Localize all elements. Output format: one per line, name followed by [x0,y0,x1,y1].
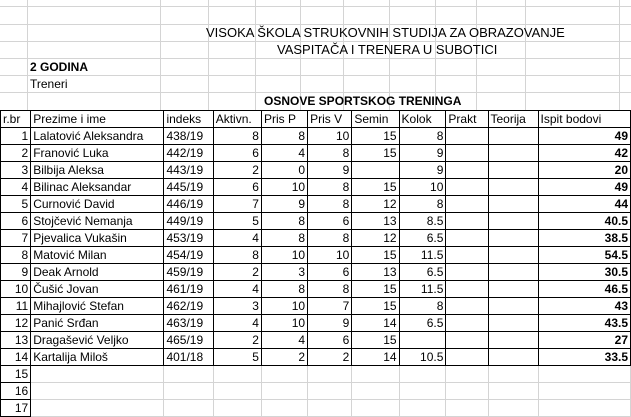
aktivnost-cell[interactable]: 2 [213,332,261,349]
empty-cell[interactable] [488,383,538,400]
pris-v-cell[interactable]: 8 [308,230,352,247]
empty-cell[interactable] [352,383,399,400]
pris-v-cell[interactable]: 8 [308,281,352,298]
aktivnost-cell[interactable]: 3 [213,298,261,315]
table-row [1,196,631,213]
index-number[interactable]: 461/19 [164,281,213,298]
header-row [1,111,631,128]
seminar-cell[interactable]: 15 [352,298,399,315]
row-number[interactable]: 17 [1,400,31,417]
aktivnost-cell[interactable]: 5 [213,213,261,230]
kolokvijum-cell[interactable]: 10 [399,179,446,196]
pris-v-cell[interactable]: 6 [308,332,352,349]
pris-v-cell[interactable]: 2 [308,349,352,366]
index-number[interactable]: 443/19 [164,162,213,179]
empty-cell[interactable] [446,366,488,383]
kolokvijum-cell[interactable]: 8 [399,298,446,315]
index-number[interactable]: 449/19 [164,213,213,230]
seminar-cell[interactable]: 14 [352,349,399,366]
table-row [1,179,631,196]
aktivnost-cell[interactable]: 8 [213,128,261,145]
index-number[interactable]: 463/19 [164,315,213,332]
table-row [1,281,631,298]
kolokvijum-cell[interactable]: 6.5 [399,230,446,247]
ispit-bodovi-cell[interactable]: 43 [538,298,630,315]
ispit-bodovi-cell[interactable]: 46.5 [538,281,630,298]
pris-v-cell[interactable]: 7 [308,298,352,315]
student-name[interactable]: Panić Srđan [31,315,164,332]
seminar-cell[interactable]: 15 [352,281,399,298]
empty-cell[interactable] [488,400,538,417]
aktivnost-cell[interactable]: 7 [213,196,261,213]
table-row [1,230,631,247]
ispit-bodovi-cell[interactable]: 49 [538,128,630,145]
pris-p-cell[interactable]: 10 [261,179,307,196]
student-name[interactable]: Stojčević Nemanja [31,213,164,230]
table-row [1,247,631,264]
praksa-cell[interactable] [446,281,488,298]
table-row [1,162,631,179]
aktivnost-cell[interactable]: 8 [213,247,261,264]
student-name[interactable]: Bilinac Aleksandar [31,179,164,196]
kolokvijum-cell[interactable]: 8 [399,196,446,213]
praksa-cell[interactable] [446,264,488,281]
col-header-pris-v[interactable]: Pris V [308,111,352,128]
row-number[interactable]: 3 [1,162,31,179]
empty-cell[interactable] [352,400,399,417]
row-number[interactable]: 4 [1,179,31,196]
pris-p-cell[interactable]: 8 [261,230,307,247]
student-name[interactable]: Dragašević Veljko [31,332,164,349]
index-number[interactable]: 438/19 [164,128,213,145]
seminar-cell[interactable]: 15 [352,128,399,145]
row-number[interactable]: 15 [1,366,31,383]
praksa-cell[interactable] [446,332,488,349]
pris-p-cell[interactable]: 3 [261,264,307,281]
kolokvijum-cell[interactable]: 6.5 [399,315,446,332]
student-name[interactable]: Franović Luka [31,145,164,162]
kolokvijum-cell[interactable]: 11.5 [399,281,446,298]
row-number[interactable]: 12 [1,315,31,332]
aktivnost-cell[interactable]: 6 [213,145,261,162]
table-row [1,264,631,281]
seminar-cell[interactable]: 14 [352,315,399,332]
ispit-bodovi-cell[interactable]: 40.5 [538,213,630,230]
row-number[interactable]: 7 [1,230,31,247]
pris-v-cell[interactable]: 9 [308,315,352,332]
student-name[interactable]: Curnović David [31,196,164,213]
aktivnost-cell[interactable]: 4 [213,315,261,332]
pris-p-cell[interactable]: 8 [261,213,307,230]
ispit-bodovi-cell[interactable]: 27 [538,332,630,349]
school-title-line2: VASPITAČA I TRENERA U SUBOTICI [277,42,498,57]
empty-cell[interactable] [261,366,307,383]
table-row [1,213,631,230]
pris-p-cell[interactable]: 4 [261,145,307,162]
row-number[interactable]: 8 [1,247,31,264]
col-header-rbr[interactable]: r.br [1,111,31,128]
empty-cell[interactable] [308,366,352,383]
teorija-cell[interactable] [488,213,538,230]
teorija-cell[interactable] [488,145,538,162]
pris-v-cell[interactable]: 10 [308,247,352,264]
pris-p-cell[interactable]: 10 [261,315,307,332]
row-number[interactable]: 11 [1,298,31,315]
table-row [1,128,631,145]
pris-p-cell[interactable]: 10 [261,298,307,315]
aktivnost-cell[interactable]: 5 [213,349,261,366]
teorija-cell[interactable] [488,281,538,298]
row-number[interactable]: 2 [1,145,31,162]
col-header-teorija[interactable]: Teorija [488,111,538,128]
index-number[interactable]: 401/18 [164,349,213,366]
empty-cell[interactable] [213,366,261,383]
praksa-cell[interactable] [446,230,488,247]
praksa-cell[interactable] [446,315,488,332]
empty-cell[interactable] [31,366,164,383]
teorija-cell[interactable] [488,196,538,213]
empty-cell[interactable] [488,366,538,383]
seminar-cell[interactable]: 15 [352,145,399,162]
empty-cell[interactable] [399,383,446,400]
teorija-cell[interactable] [488,179,538,196]
table-row [1,332,631,349]
table-row [1,145,631,162]
ispit-bodovi-cell[interactable]: 54.5 [538,247,630,264]
pris-p-cell[interactable]: 2 [261,349,307,366]
student-name[interactable]: Mihajlović Stefan [31,298,164,315]
empty-cell[interactable] [164,366,213,383]
index-number[interactable]: 459/19 [164,264,213,281]
pris-v-cell[interactable]: 9 [308,162,352,179]
kolokvijum-cell[interactable]: 9 [399,162,446,179]
pris-v-cell[interactable]: 10 [308,128,352,145]
ispit-bodovi-cell[interactable]: 49 [538,179,630,196]
pris-p-cell[interactable]: 10 [261,247,307,264]
praksa-cell[interactable] [446,162,488,179]
kolokvijum-cell[interactable]: 8.5 [399,213,446,230]
row-number[interactable]: 9 [1,264,31,281]
grades-table [0,110,631,417]
pris-p-cell[interactable]: 4 [261,332,307,349]
index-number[interactable]: 446/19 [164,196,213,213]
empty-cell[interactable] [399,366,446,383]
praksa-cell[interactable] [446,247,488,264]
ispit-bodovi-cell[interactable]: 30.5 [538,264,630,281]
praksa-cell[interactable] [446,145,488,162]
empty-cell[interactable] [261,400,307,417]
subject-title: OSNOVE SPORTSKOG TRENINGA [264,94,462,108]
kolokvijum-cell[interactable]: 11.5 [399,247,446,264]
empty-row [1,400,631,417]
empty-cell[interactable] [308,383,352,400]
col-header-indeks[interactable]: indeks [164,111,213,128]
praksa-cell[interactable] [446,196,488,213]
seminar-cell[interactable]: 15 [352,179,399,196]
empty-cell[interactable] [31,400,164,417]
empty-cell[interactable] [164,383,213,400]
empty-cell[interactable] [538,400,630,417]
school-title-line1: VISOKA ŠKOLA STRUKOVNIH STUDIJA ZA OBRAZOVANJE [206,25,565,40]
ispit-bodovi-cell[interactable]: 38.5 [538,230,630,247]
pris-p-cell[interactable]: 8 [261,128,307,145]
kolokvijum-cell[interactable]: 8 [399,128,446,145]
teorija-cell[interactable] [488,315,538,332]
aktivnost-cell[interactable]: 4 [213,230,261,247]
empty-cell[interactable] [164,400,213,417]
index-number[interactable]: 453/19 [164,230,213,247]
praksa-cell[interactable] [446,298,488,315]
seminar-cell[interactable]: 15 [352,247,399,264]
aktivnost-cell[interactable]: 2 [213,162,261,179]
seminar-cell[interactable]: 12 [352,196,399,213]
ispit-bodovi-cell[interactable]: 42 [538,145,630,162]
col-header-pris-p[interactable]: Pris P [261,111,307,128]
empty-cell[interactable] [446,400,488,417]
student-name[interactable]: Čušić Jovan [31,281,164,298]
row-number[interactable]: 5 [1,196,31,213]
teorija-cell[interactable] [488,349,538,366]
student-name[interactable]: Lalatović Aleksandra [31,128,164,145]
empty-cell[interactable] [308,400,352,417]
pris-p-cell[interactable]: 8 [261,281,307,298]
teorija-cell[interactable] [488,298,538,315]
row-number[interactable]: 13 [1,332,31,349]
praksa-cell[interactable] [446,128,488,145]
empty-cell[interactable] [538,366,630,383]
table-row [1,298,631,315]
teorija-cell[interactable] [488,128,538,145]
pris-v-cell[interactable]: 6 [308,213,352,230]
student-name[interactable]: Kartalija Miloš [31,349,164,366]
seminar-cell[interactable]: 15 [352,332,399,349]
pris-v-cell[interactable]: 8 [308,145,352,162]
table-row [1,315,631,332]
aktivnost-cell[interactable]: 6 [213,179,261,196]
student-name[interactable]: Matović Milan [31,247,164,264]
row-number[interactable]: 14 [1,349,31,366]
ispit-bodovi-cell[interactable]: 33.5 [538,349,630,366]
kolokvijum-cell[interactable] [399,332,446,349]
aktivnost-cell[interactable]: 2 [213,264,261,281]
seminar-cell[interactable] [352,162,399,179]
empty-cell[interactable] [213,400,261,417]
table-row [1,349,631,366]
col-header-kolok[interactable]: Kolok [399,111,446,128]
pris-p-cell[interactable]: 9 [261,196,307,213]
col-header-semin[interactable]: Semin [352,111,399,128]
pris-v-cell[interactable]: 8 [308,196,352,213]
year-label: 2 GODINA [30,60,89,74]
teorija-cell[interactable] [488,247,538,264]
ispit-bodovi-cell[interactable]: 20 [538,162,630,179]
teorija-cell[interactable] [488,264,538,281]
student-name[interactable]: Deak Arnold [31,264,164,281]
student-name[interactable]: Pjevalica Vukašin [31,230,164,247]
index-number[interactable]: 462/19 [164,298,213,315]
praksa-cell[interactable] [446,213,488,230]
pris-v-cell[interactable]: 8 [308,179,352,196]
teorija-cell[interactable] [488,230,538,247]
empty-cell[interactable] [213,383,261,400]
praksa-cell[interactable] [446,179,488,196]
seminar-cell[interactable]: 12 [352,230,399,247]
index-number[interactable]: 465/19 [164,332,213,349]
row-number[interactable]: 10 [1,281,31,298]
col-header-aktivn[interactable]: Aktivn. [213,111,261,128]
row-number[interactable]: 6 [1,213,31,230]
praksa-cell[interactable] [446,349,488,366]
teorija-cell[interactable] [488,162,538,179]
seminar-cell[interactable]: 13 [352,213,399,230]
index-number[interactable]: 442/19 [164,145,213,162]
empty-row [1,366,631,383]
empty-cell[interactable] [31,383,164,400]
empty-cell[interactable] [538,383,630,400]
ispit-bodovi-cell[interactable]: 43.5 [538,315,630,332]
empty-cell[interactable] [399,400,446,417]
empty-cell[interactable] [352,366,399,383]
aktivnost-cell[interactable]: 4 [213,281,261,298]
col-header-name[interactable]: Prezime i ime [31,111,164,128]
kolokvijum-cell[interactable]: 9 [399,145,446,162]
empty-cell[interactable] [446,383,488,400]
student-name[interactable]: Bilbija Aleksa [31,162,164,179]
group-label: Treneri [30,77,68,91]
row-number[interactable]: 16 [1,383,31,400]
teorija-cell[interactable] [488,332,538,349]
kolokvijum-cell[interactable]: 10.5 [399,349,446,366]
col-header-prakt[interactable]: Prakt [446,111,488,128]
ispit-bodovi-cell[interactable]: 44 [538,196,630,213]
row-number[interactable]: 1 [1,128,31,145]
seminar-cell[interactable]: 13 [352,264,399,281]
index-number[interactable]: 445/19 [164,179,213,196]
empty-cell[interactable] [261,383,307,400]
pris-p-cell[interactable]: 0 [261,162,307,179]
pris-v-cell[interactable]: 6 [308,264,352,281]
col-header-ispit[interactable]: Ispit bodovi [538,111,630,128]
empty-row [1,383,631,400]
index-number[interactable]: 454/19 [164,247,213,264]
kolokvijum-cell[interactable]: 6.5 [399,264,446,281]
